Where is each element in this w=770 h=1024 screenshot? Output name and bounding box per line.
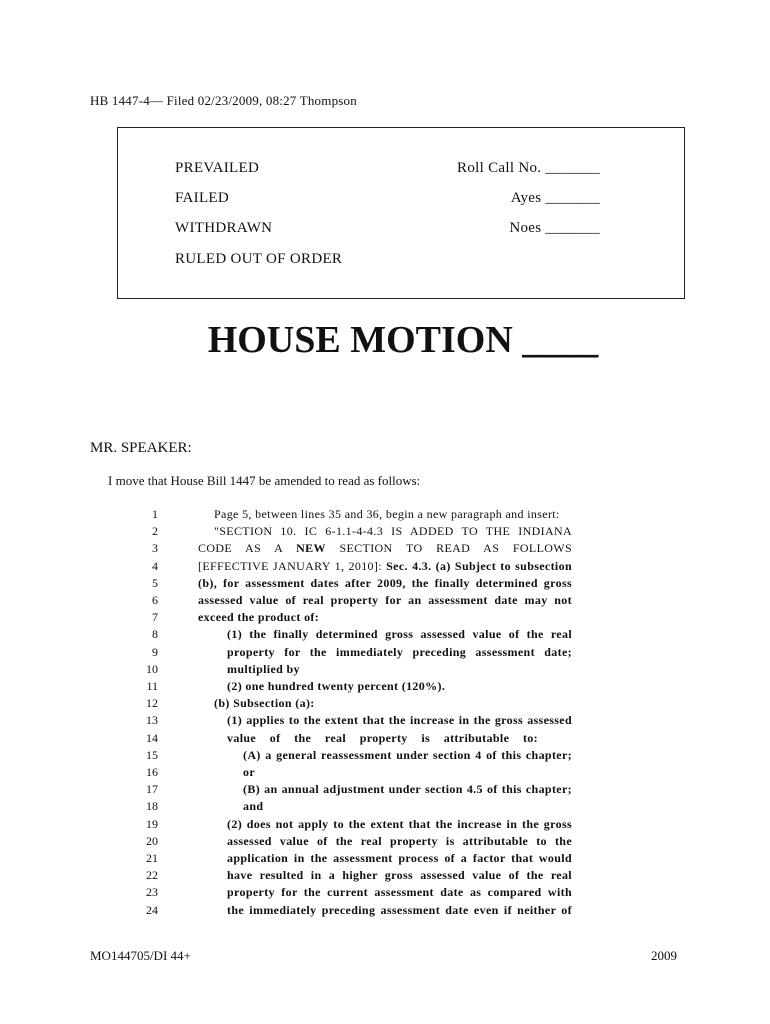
line-number: 9 xyxy=(152,644,158,659)
footer-year: 2009 xyxy=(651,948,677,963)
line-number: 6 xyxy=(152,593,158,607)
line-text xyxy=(243,748,572,763)
line-segment: (A) a general reassessment under section 4 of this chapter; xyxy=(243,747,572,762)
line-segment: or xyxy=(243,765,256,779)
line-number: 12 xyxy=(146,696,158,711)
motion-intro: I move that House Bill 1447 be amended to read as follows: xyxy=(108,473,421,488)
status-withdrawn: WITHDRAWN xyxy=(175,220,273,236)
status-ruled-out-of-order: RULED OUT OF ORDER xyxy=(175,251,343,267)
line-text xyxy=(227,851,572,866)
line-text xyxy=(227,713,572,728)
noes-count: Noes _______ xyxy=(509,220,600,236)
line-segment: (B) an annual adjustment under section 4.5 of this chapter; xyxy=(243,782,572,797)
line-number: 3 xyxy=(152,541,158,556)
line-text xyxy=(214,524,572,539)
line-text xyxy=(227,731,538,746)
line-text xyxy=(227,627,572,642)
document-id: MO144705/DI 44+ xyxy=(90,948,191,963)
line-text xyxy=(227,834,572,849)
line-segment: Page 5, between lines 35 and 36, begin a new paragraph and insert: xyxy=(214,507,560,521)
line-text xyxy=(227,868,572,883)
line-number: 15 xyxy=(146,747,158,762)
line-number: 18 xyxy=(146,799,158,814)
line-segment: value of the real property is attributable to: xyxy=(227,730,538,745)
line-segment: exceed the product of: xyxy=(198,610,320,625)
line-number: 19 xyxy=(146,816,158,831)
line-number: 20 xyxy=(146,833,158,848)
line-number: 13 xyxy=(146,713,158,728)
line-text xyxy=(227,903,572,918)
line-segment: SECTION TO READ AS FOLLOWS xyxy=(325,541,572,556)
line-text xyxy=(227,817,572,832)
line-text xyxy=(227,662,300,677)
line-text xyxy=(198,593,572,608)
line-segment: CODE AS A xyxy=(198,541,297,556)
line-text xyxy=(198,576,572,591)
line-segment: and xyxy=(243,799,264,814)
line-text xyxy=(198,559,572,574)
line-text xyxy=(227,679,445,694)
line-number: 11 xyxy=(146,679,158,693)
line-number: 2 xyxy=(152,524,158,539)
motion-title: HOUSE MOTION ____ xyxy=(207,319,599,361)
line-number: 7 xyxy=(152,610,158,625)
line-text xyxy=(198,541,572,556)
line-segment: (b), for assessment dates after 2009, the finally determined gross xyxy=(198,575,572,590)
line-segment: have resulted in a higher gross assessed value of the real xyxy=(227,868,572,883)
line-text xyxy=(243,765,255,780)
line-segment: (1) applies to the extent that the increase in the gross assessed xyxy=(227,713,572,728)
line-number: 5 xyxy=(152,575,158,590)
line-text xyxy=(214,507,560,522)
line-segment: assessed value of the real property is attributable to the xyxy=(227,833,572,848)
line-text xyxy=(198,610,319,625)
line-segment: multiplied by xyxy=(227,661,300,676)
line-number: 16 xyxy=(146,765,158,779)
line-text xyxy=(227,645,572,660)
line-segment: the immediately preceding assessment date even if neither of xyxy=(227,902,572,917)
line-segment: (1) the finally determined gross assessed value of the real xyxy=(227,627,572,642)
line-segment: property for the current assessment date as compared with xyxy=(227,885,572,900)
line-text xyxy=(243,782,572,797)
line-segment: application in the assessment process of a factor that would xyxy=(227,851,572,865)
line-segment: property for the immediately preceding assessment date; xyxy=(227,644,572,659)
line-number: 4 xyxy=(152,558,158,573)
line-segment: Sec. 4.3. (a) Subject to subsection xyxy=(386,558,572,573)
line-number: 1 xyxy=(152,507,158,521)
line-number: 23 xyxy=(146,885,158,900)
filing-header: HB 1447-4— Filed 02/23/2009, 08:27 Thompson xyxy=(90,93,357,108)
line-number: 22 xyxy=(146,868,158,883)
line-text xyxy=(214,696,315,711)
status-prevailed: PREVAILED xyxy=(175,160,260,176)
line-text xyxy=(227,885,572,900)
motion-status-box xyxy=(117,127,685,299)
salutation: MR. SPEAKER: xyxy=(90,440,192,456)
line-segment: "SECTION 10. IC 6-1.1-4-4.3 IS ADDED TO THE INDIANA xyxy=(214,524,572,539)
line-segment: assessed value of real property for an assessment date may not xyxy=(198,593,572,607)
line-segment: (2) does not apply to the extent that the increase in the gross xyxy=(227,816,572,831)
line-number: 14 xyxy=(146,730,158,745)
line-text xyxy=(243,799,263,814)
line-segment: NEW xyxy=(296,541,326,556)
status-failed: FAILED xyxy=(175,190,230,206)
line-number: 24 xyxy=(146,902,158,917)
line-number: 21 xyxy=(146,851,158,865)
line-number: 10 xyxy=(146,661,158,676)
roll-call-number: Roll Call No. _______ xyxy=(457,160,600,176)
line-number: 17 xyxy=(146,782,158,797)
line-segment: (2) one hundred twenty percent (120%). xyxy=(227,679,446,693)
line-number: 8 xyxy=(152,627,158,642)
line-segment: [EFFECTIVE JANUARY 1, 2010]: xyxy=(198,558,387,573)
ayes-count: Ayes _______ xyxy=(510,190,600,206)
line-segment: (b) Subsection (a): xyxy=(214,696,315,711)
